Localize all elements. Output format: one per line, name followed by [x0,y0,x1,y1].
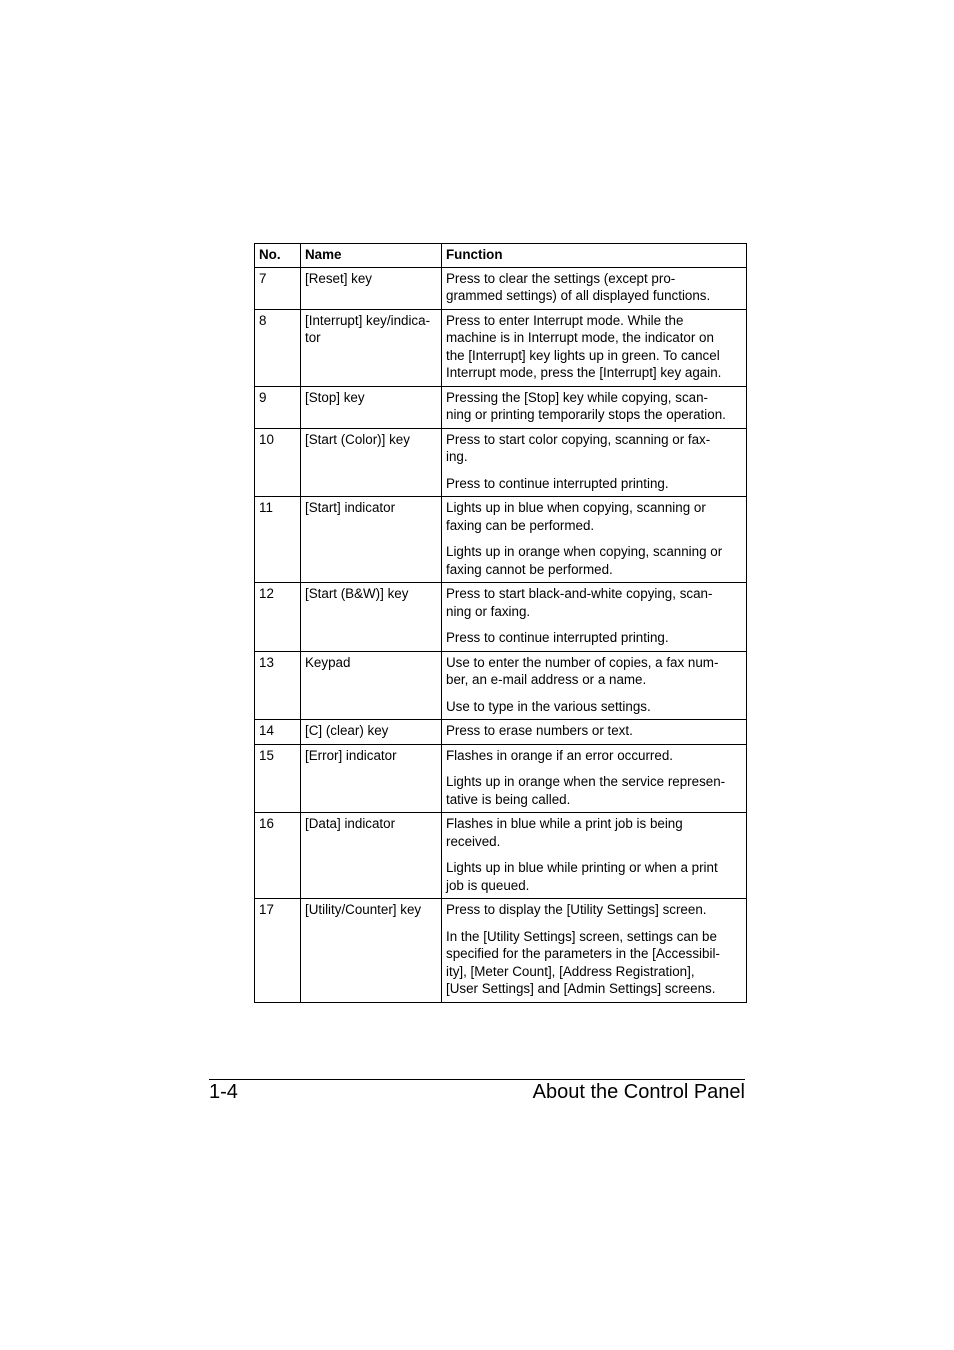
row-number: 13 [255,651,301,720]
row-name-text: [C] (clear) key [305,723,389,738]
row-function [442,267,747,309]
table-row [255,309,747,386]
table-row [255,720,747,745]
function-paragraph: Flashes in blue while a print job is being received. [446,816,683,849]
function-paragraph: Lights up in orange when copying, scanning or faxing cannot be performed. [446,544,723,577]
function-paragraph: Flashes in orange if an error occurred. [446,747,674,763]
row-function [442,813,747,899]
row-name [301,428,442,497]
row-name [301,386,442,428]
function-table [254,243,747,1003]
footer-divider [209,1079,745,1080]
row-function [442,720,747,745]
row-name [301,267,442,309]
function-paragraph: Lights up in blue when copying, scanning or faxing can be performed. [446,500,706,533]
table-row [255,744,747,813]
row-name-text: [Error] indicator [305,747,397,763]
row-function [442,309,747,386]
header-name: Name [301,244,442,268]
function-paragraph: Press to continue interrupted printing. [446,630,669,645]
row-function [442,428,747,497]
row-name [301,497,442,583]
row-number: 16 [255,813,301,899]
row-number: 14 [255,720,301,745]
table-row [255,813,747,899]
function-paragraph: Press to enter Interrupt mode. While the machine is in Interrupt mode, the indicator on the [Interrupt] key lights up in green. To cancel Interrupt mode, press the [Interrupt] key again. [446,312,722,380]
row-name-text: [Interrupt] key/indica- tor [305,312,431,345]
row-name [301,720,442,745]
table-row [255,428,747,497]
row-name-text: [Reset] key [305,270,372,286]
table-row [255,497,747,583]
row-function [442,744,747,813]
row-function [442,386,747,428]
row-function [442,497,747,583]
header-function: Function [442,244,747,268]
function-paragraph: In the [Utility Settings] screen, settings can be specified for the parameters in the [Accessibil- ity], [Meter Count], [Address Registration], [User Settings] and [Admin Settings] screens. [446,928,720,996]
row-number: 7 [255,267,301,309]
row-number: 9 [255,386,301,428]
function-paragraph: Lights up in blue while printing or when a print job is queued. [446,860,718,893]
function-paragraph: Press to start black-and-white copying, scan- ning or faxing. [446,586,713,619]
function-paragraph: Press to start color copying, scanning or fax- ing. [446,431,711,464]
header-no: No. [255,244,301,268]
row-function [442,651,747,720]
row-number: 8 [255,309,301,386]
row-name-text: [Start (Color)] key [305,431,410,447]
table-row [255,386,747,428]
table-row [255,267,747,309]
row-name [301,583,442,652]
row-name-text: Keypad [305,654,351,670]
function-paragraph: Lights up in orange when the service represen- tative is being called. [446,774,726,807]
row-number: 15 [255,744,301,813]
table-header-row [255,244,747,268]
table-row [255,583,747,652]
row-number: 11 [255,497,301,583]
row-name [301,651,442,720]
function-paragraph: Press to display the [Utility Settings] screen. [446,902,707,917]
row-name [301,813,442,899]
function-paragraph: Use to type in the various settings. [446,698,651,714]
row-name [301,309,442,386]
function-paragraph: Press to continue interrupted printing. [446,475,669,491]
row-number: 17 [255,899,301,1003]
row-name-text: [Utility/Counter] key [305,902,422,917]
row-name [301,744,442,813]
row-function [442,583,747,652]
row-name [301,899,442,1003]
row-name-text: [Data] indicator [305,816,396,831]
page-number: 1-4 [209,1081,238,1103]
table-row [255,651,747,720]
row-function [442,899,747,1003]
footer-section-title: About the Control Panel [532,1081,745,1103]
row-number: 10 [255,428,301,497]
table-body [255,267,747,1002]
function-paragraph: Press to erase numbers or text. [446,723,633,738]
row-name-text: [Start] indicator [305,500,396,515]
row-number: 12 [255,583,301,652]
function-paragraph: Pressing the [Stop] key while copying, scan- ning or printing temporarily stops the operation. [446,389,726,422]
function-paragraph: Press to clear the settings (except pro- grammed settings) of all displayed functions. [446,270,711,303]
row-name-text: [Stop] key [305,389,365,405]
row-name-text: [Start (B&W)] key [305,586,409,601]
function-paragraph: Use to enter the number of copies, a fax num- ber, an e-mail address or a name. [446,654,719,687]
table-row [255,899,747,1003]
